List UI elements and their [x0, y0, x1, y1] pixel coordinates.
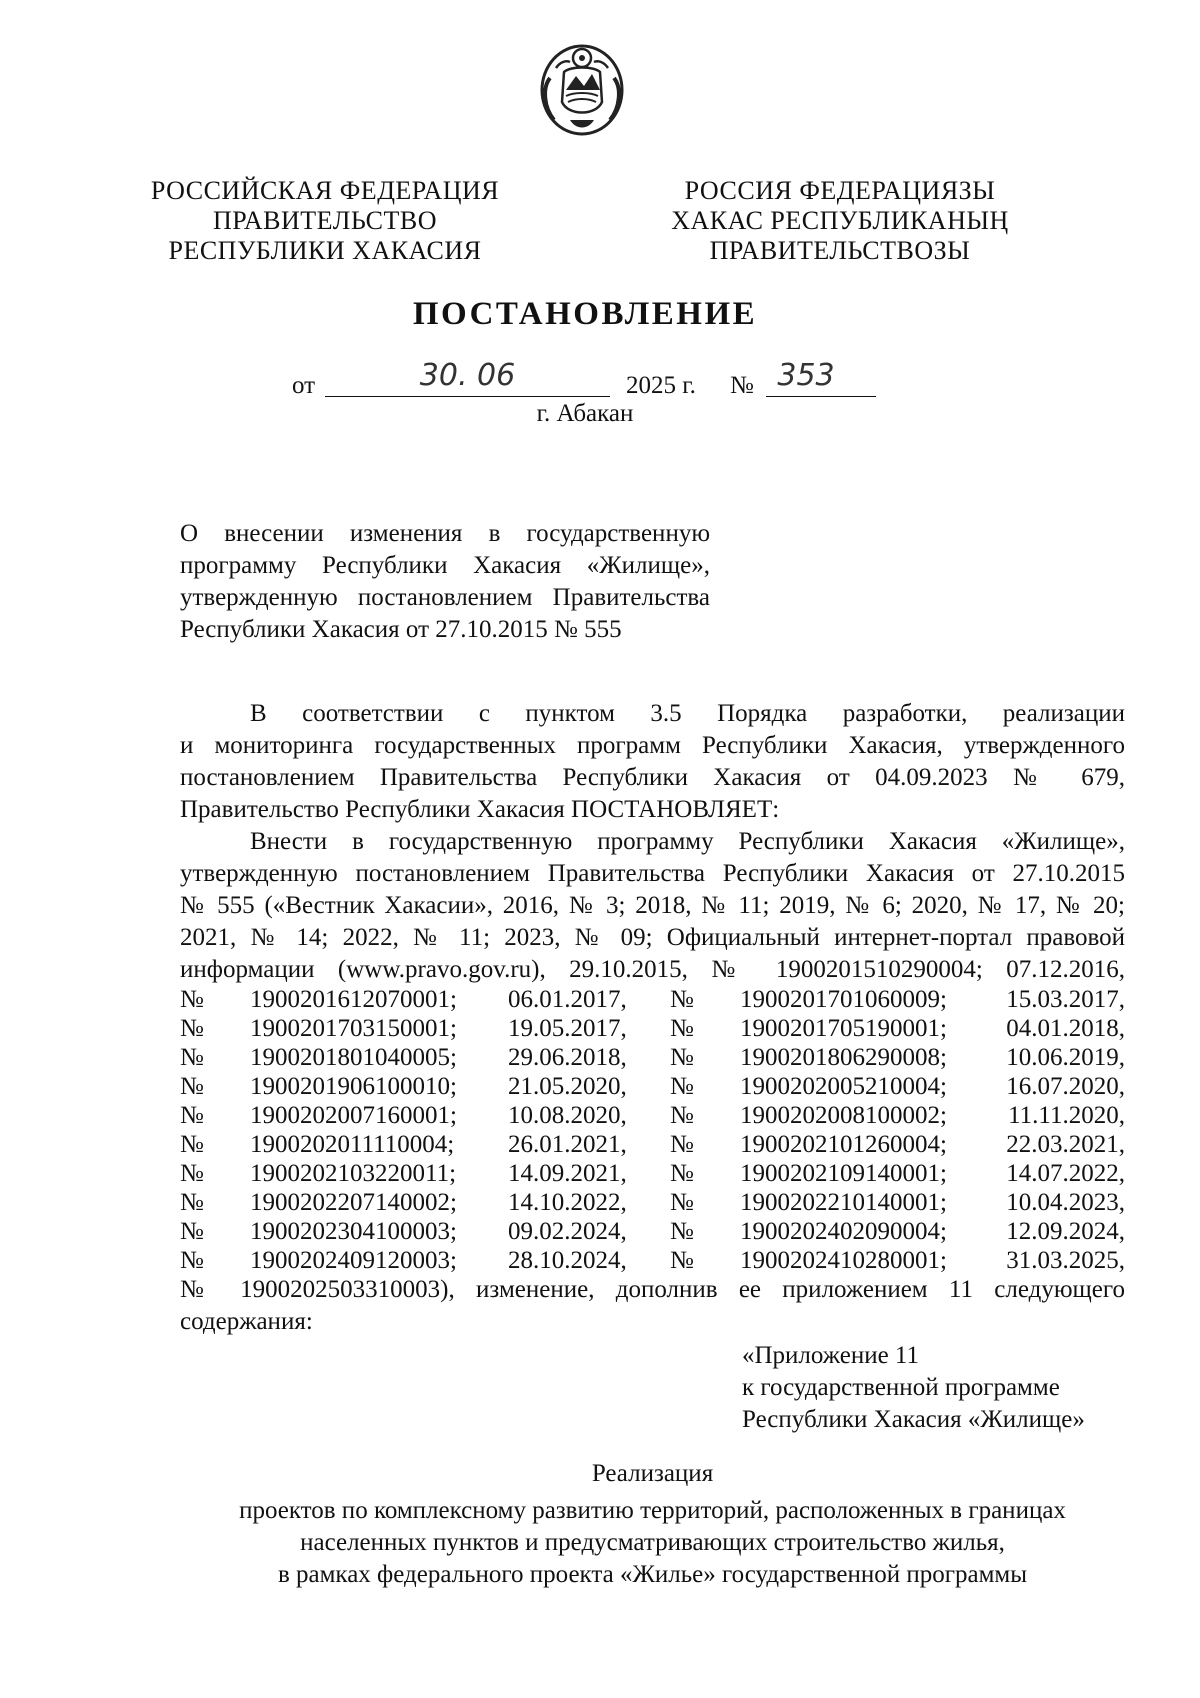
header-right-line: ПРАВИТЕЛЬСТВОЗЫ — [709, 236, 971, 265]
registry-num-sign: № — [180, 1218, 204, 1245]
registry-number: 1900202101260004; — [740, 1131, 947, 1158]
appendix-line: к государственной программе — [742, 1374, 1060, 1401]
registry-date: 22.03.2021, — [1006, 1131, 1125, 1158]
appendix-line: «Приложение 11 — [742, 1342, 920, 1369]
registry-date: 11.11.2020, — [1008, 1102, 1125, 1129]
paragraph-tail — [180, 1274, 1125, 1338]
registry-date: 16.07.2020, — [1006, 1073, 1125, 1100]
registry-number: 1900202005210004; — [740, 1073, 947, 1100]
handwritten-number: 353 — [777, 358, 835, 393]
paragraph-line: 2021, № 14; 2022, № 11; 2023, № 09; Официальный интернет-портал правовой — [180, 924, 1125, 951]
registry-number: 1900202207140002; — [250, 1189, 457, 1216]
registry-num-sign: № — [670, 1015, 694, 1042]
registry-number: 1900201705190001; — [740, 1015, 947, 1042]
content-title: Реализация — [591, 1460, 714, 1487]
registry-num-sign: № — [180, 986, 204, 1013]
registry-num-sign: № — [180, 1044, 204, 1071]
registry-date: 19.05.2017, — [508, 1015, 627, 1042]
paragraph-line: Правительство Республики Хакасия ПОСТАНОВЛЯЕТ: — [180, 796, 780, 823]
registry-number: 1900202210140001; — [740, 1189, 947, 1216]
registry-row — [180, 1131, 1125, 1163]
registry-date: 06.01.2017, — [508, 986, 627, 1013]
appendix-line: Республики Хакасия «Жилище» — [742, 1406, 1085, 1433]
handwritten-date: 30. 06 — [419, 358, 516, 393]
registry-row — [180, 1015, 1125, 1047]
registry-date: 26.01.2021, — [508, 1131, 627, 1158]
registry-row — [180, 1073, 1125, 1105]
subject-line: О внесении изменения в государственную — [180, 520, 710, 547]
registry-row — [180, 1218, 1125, 1250]
registry-number: 1900201701060009; — [740, 986, 947, 1013]
date-year: 2025 г. — [626, 372, 696, 399]
header-right-block — [640, 176, 1040, 266]
paragraph-line: содержания: — [180, 1308, 313, 1335]
registry-row — [180, 1102, 1125, 1134]
header-left-line: РЕСПУБЛИКИ ХАКАСИЯ — [168, 236, 482, 265]
registry-date: 14.09.2021, — [508, 1160, 627, 1187]
paragraph-line: № 555 («Вестник Хакасии», 2016, № 3; 2018, № 11; 2019, № 6; 2020, № 17, № 20; — [180, 892, 1125, 919]
registry-num-sign: № — [180, 1189, 204, 1216]
city-name: г. Абакан — [536, 400, 634, 427]
registry-date: 15.03.2017, — [1006, 986, 1125, 1013]
registry-num-sign: № — [180, 1160, 204, 1187]
registry-num-sign: № — [670, 1160, 694, 1187]
registry-date: 12.09.2024, — [1006, 1218, 1125, 1245]
header-left-block — [120, 176, 530, 266]
registry-num-sign: № — [180, 1131, 204, 1158]
registry-num-sign: № — [670, 1073, 694, 1100]
registry-date: 21.05.2020, — [508, 1073, 627, 1100]
header-right-line: ХАКАС РЕСПУБЛИКАНЫҢ — [671, 206, 1009, 235]
registry-number: 1900202304100003; — [250, 1218, 457, 1245]
registry-date: 28.10.2024, — [508, 1247, 627, 1274]
date-prefix: от — [292, 372, 316, 399]
registry-row — [180, 986, 1125, 1018]
date-underline — [325, 396, 610, 397]
registry-num-sign: № — [670, 1218, 694, 1245]
registry-num-sign: № — [180, 1247, 204, 1274]
paragraph-line: и мониторинга государственных программ Республики Хакасия, утвержденного — [180, 732, 1125, 759]
date-number-line — [0, 358, 1200, 402]
header-left-line: РОССИЙСКАЯ ФЕДЕРАЦИЯ — [150, 176, 500, 205]
subject-line: программу Республики Хакасия «Жилище», — [180, 552, 710, 579]
registry-date: 31.03.2025, — [1006, 1247, 1125, 1274]
registry-date: 10.04.2023, — [1006, 1189, 1125, 1216]
registry-date: 09.02.2024, — [508, 1218, 627, 1245]
registry-number: 1900201612070001; — [250, 986, 457, 1013]
paragraph-line: утвержденную постановлением Правительства Республики Хакасия от 27.10.2015 — [180, 860, 1125, 887]
content-subtitle-line: в рамках федерального проекта «Жилье» государственной программы — [277, 1561, 1028, 1588]
registry-number: 1900201806290008; — [740, 1044, 947, 1071]
registry-num-sign: № — [180, 1073, 204, 1100]
registry-date: 29.06.2018, — [508, 1044, 627, 1071]
subject-block — [180, 518, 710, 646]
paragraph-preamble — [180, 698, 1125, 826]
registry-row — [180, 1044, 1125, 1076]
registry-row — [180, 1189, 1125, 1221]
header-left-line: ПРАВИТЕЛЬСТВО — [213, 206, 437, 235]
registry-number: 1900202011110004; — [250, 1131, 455, 1158]
registry-number: 1900202402090004; — [740, 1218, 947, 1245]
appendix-reference — [742, 1340, 1085, 1436]
paragraph-line: В соответствии с пунктом 3.5 Порядка разработки, реализации — [250, 700, 1125, 727]
subject-line: утвержденную постановлением Правительства — [180, 584, 710, 611]
registry-number: 1900202007160001; — [250, 1102, 457, 1129]
registry-num-sign: № — [670, 986, 694, 1013]
coat-of-arms-emblem — [536, 38, 628, 138]
registry-date: 10.08.2020, — [508, 1102, 627, 1129]
number-underline — [766, 396, 876, 397]
registry-number: 1900202103220011; — [250, 1160, 457, 1187]
registry-number: 1900202008100002; — [740, 1102, 947, 1129]
registry-number: 1900202410280001; — [740, 1247, 947, 1274]
registry-date: 10.06.2019, — [1006, 1044, 1125, 1071]
registry-number: 1900201801040005; — [250, 1044, 457, 1071]
subject-line: Республики Хакасия от 27.10.2015 № 555 — [180, 616, 622, 643]
registry-number: 1900202109140001; — [740, 1160, 947, 1187]
registry-number: 1900201703150001; — [250, 1015, 457, 1042]
registry-num-sign: № — [180, 1102, 204, 1129]
number-sign: № — [730, 372, 754, 399]
content-subtitle-line: населенных пунктов и предусматривающих строительство жилья, — [300, 1529, 1005, 1556]
paragraph-line: информации (www.pravo.gov.ru), 29.10.2015, № 1900201510290004; 07.12.2016, — [180, 956, 1125, 983]
registry-date: 14.10.2022, — [508, 1189, 627, 1216]
registry-number: 1900202409120003; — [250, 1247, 457, 1274]
registry-num-sign: № — [670, 1102, 694, 1129]
content-subtitle — [180, 1495, 1125, 1591]
paragraph-resolution — [180, 826, 1125, 986]
paragraph-line: постановлением Правительства Республики Хакасия от 04.09.2023 № 679, — [180, 764, 1125, 791]
paragraph-line: № 1900202503310003), изменение, дополнив ее приложением 11 следующего — [180, 1276, 1125, 1303]
registry-num-sign: № — [670, 1044, 694, 1071]
paragraph-line: Внести в государственную программу Республики Хакасия «Жилище», — [250, 828, 1125, 855]
registry-row — [180, 1160, 1125, 1192]
registry-num-sign: № — [670, 1189, 694, 1216]
registry-date: 04.01.2018, — [1006, 1015, 1125, 1042]
document-title: ПОСТАНОВЛЕНИЕ — [412, 296, 758, 332]
registry-date: 14.07.2022, — [1006, 1160, 1125, 1187]
header-right-line: РОССИЯ ФЕДЕРАЦИЯЗЫ — [684, 176, 996, 205]
registry-num-sign: № — [180, 1015, 204, 1042]
registry-num-sign: № — [670, 1247, 694, 1274]
registry-number: 1900201906100010; — [250, 1073, 457, 1100]
content-subtitle-line: проектов по комплексному развитию территорий, расположенных в границах — [239, 1497, 1066, 1524]
registry-num-sign: № — [670, 1131, 694, 1158]
